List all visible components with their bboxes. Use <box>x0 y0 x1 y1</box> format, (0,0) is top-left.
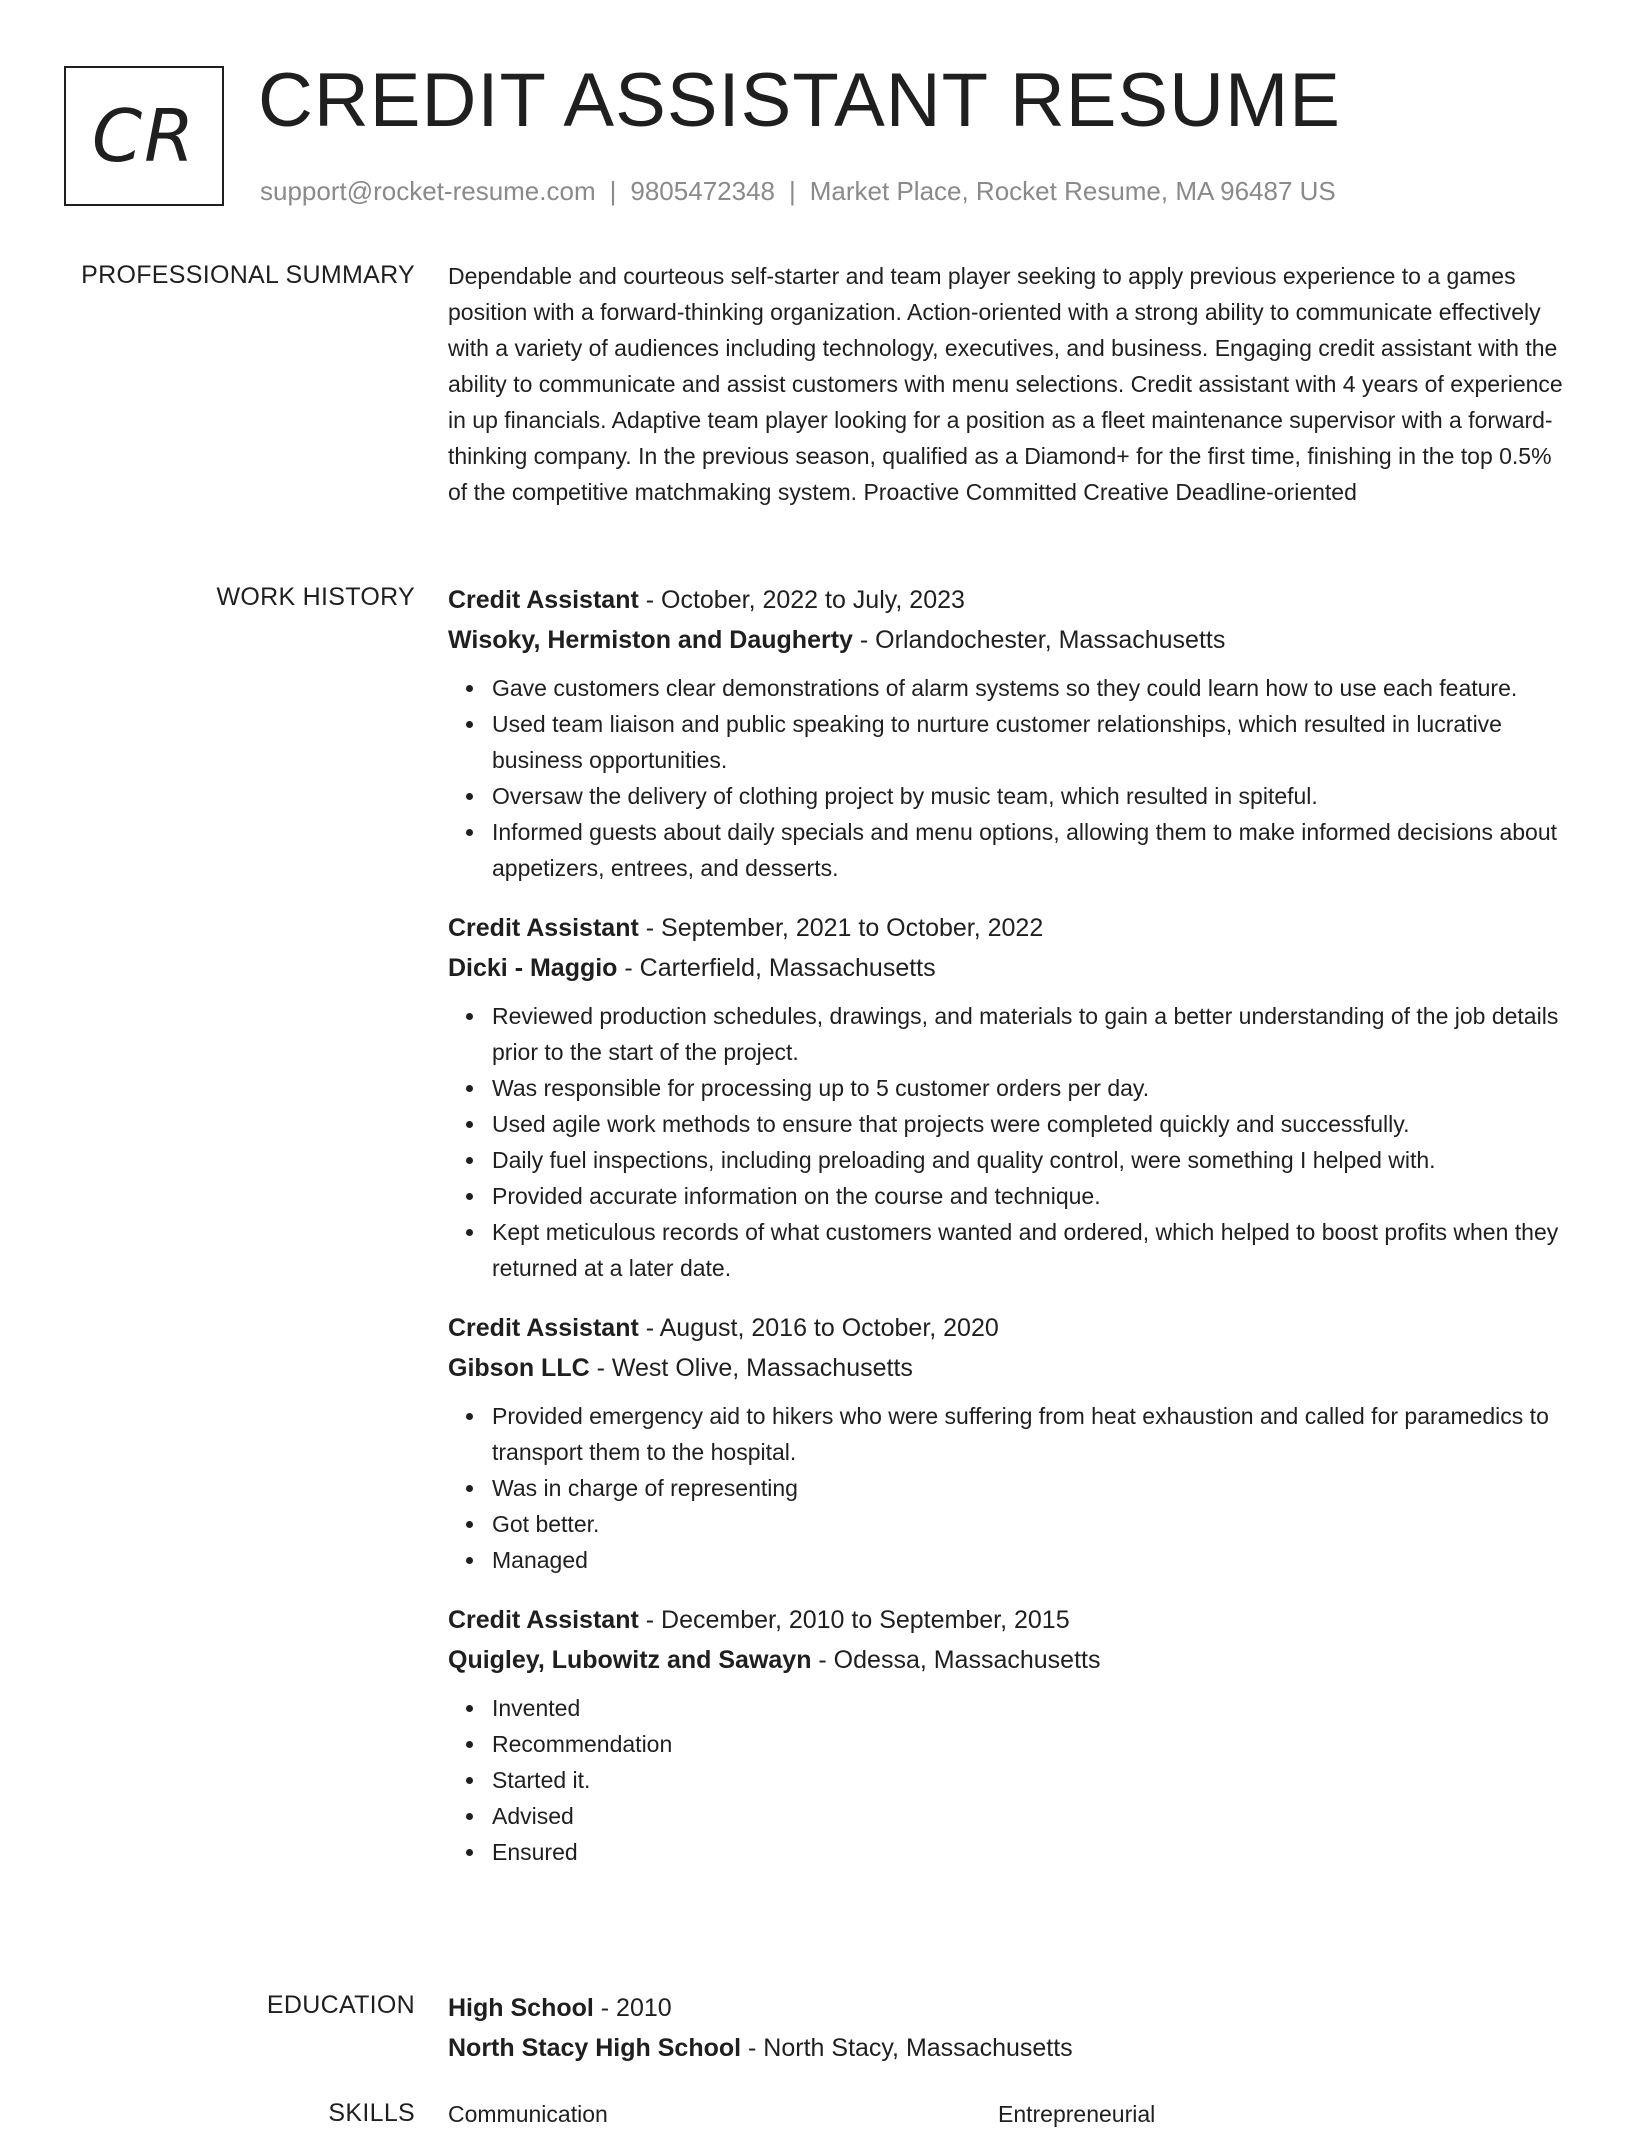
education-school: North Stacy High School <box>448 2034 742 2062</box>
job-bullet-list <box>448 1690 1568 1870</box>
job-bullet: Was responsible for processing up to 5 customer orders per day. <box>492 1070 1568 1106</box>
monogram-initials: CR <box>91 94 197 178</box>
job-bullet: Started it. <box>492 1762 1568 1798</box>
contact-line <box>260 174 1336 208</box>
job-entry <box>448 908 1568 1286</box>
job-bullet: Provided emergency aid to hikers who were suffering from heat exhaustion and called for paramedics to transport them to the hospital. <box>492 1398 1568 1470</box>
section-label-education: EDUCATION <box>266 1991 415 2019</box>
job-bullet: Gave customers clear demonstrations of alarm systems so they could learn how to use each feature. <box>492 670 1568 706</box>
job-bullet: Provided accurate information on the course and technique. <box>492 1178 1568 1214</box>
job-dates: - September, 2021 to October, 2022 <box>638 914 1044 942</box>
job-entry <box>448 1308 1568 1578</box>
job-location: - West Olive, Massachusetts <box>589 1354 913 1382</box>
job-bullet: Recommendation <box>492 1726 1568 1762</box>
job-bullet: Ensured <box>492 1834 1568 1870</box>
education-body <box>448 1988 1568 2068</box>
skills-list <box>448 2096 1568 2132</box>
skills-body <box>448 2096 1568 2132</box>
education-school-line <box>448 2028 1568 2068</box>
job-bullet: Got better. <box>492 1506 1568 1542</box>
summary-text: Dependable and courteous self-starter and team player seeking to apply previous experience to a games position with a forward-thinking organization. Action-oriented with a strong ability to communicate effectively with a variety of audiences including technology, executives, and business. Engaging credit assistant with the ability to communicate and assist customers with menu selections. Credit assistant with 4 years of experience in up financials. Adaptive team player looking for a position as a fleet maintenance supervisor with a forward-thinking company. In the previous season, qualified as a Diamond+ for the first time, finishing in the top 0.5% of the competitive matchmaking system. Proactive Committed Creative Deadline-oriented <box>448 263 1563 505</box>
resume-title: CREDIT ASSISTANT RESUME <box>258 58 1341 143</box>
job-title-line <box>448 1308 1568 1348</box>
job-dates: - October, 2022 to July, 2023 <box>638 586 965 614</box>
job-bullet: Was in charge of representing <box>492 1470 1568 1506</box>
job-company-line <box>448 948 1568 988</box>
job-company-line <box>448 1348 1568 1388</box>
job-bullet: Invented <box>492 1690 1568 1726</box>
job-company: Dicki - Maggio <box>448 954 618 982</box>
education-degree-line <box>448 1988 1568 2028</box>
job-company-line <box>448 620 1568 660</box>
job-title: Credit Assistant <box>448 586 639 614</box>
job-bullet: Managed <box>492 1542 1568 1578</box>
job-company: Quigley, Lubowitz and Sawayn <box>448 1646 812 1674</box>
job-bullet: Used team liaison and public speaking to nurture customer relationships, which resulted in lucrative business opportunities. <box>492 706 1568 778</box>
job-title-line <box>448 580 1568 620</box>
contact-phone: 9805472348 <box>630 176 775 206</box>
contact-email: support@rocket-resume.com <box>260 176 596 206</box>
section-label-skills: SKILLS <box>328 2099 415 2127</box>
job-location: - Odessa, Massachusetts <box>811 1646 1101 1674</box>
job-dates: - December, 2010 to September, 2015 <box>638 1606 1070 1634</box>
skill-item: Communication <box>448 2101 608 2127</box>
monogram-box <box>64 66 224 206</box>
summary-body <box>448 258 1568 510</box>
skill-item: Entrepreneurial <box>998 2101 1156 2127</box>
education-year: - 2010 <box>593 1994 672 2022</box>
job-dates: - August, 2016 to October, 2020 <box>638 1314 999 1342</box>
job-bullet: Used agile work methods to ensure that projects were completed quickly and successfully. <box>492 1106 1568 1142</box>
section-label-summary: PROFESSIONAL SUMMARY <box>81 261 415 289</box>
contact-separator: | <box>789 176 796 206</box>
contact-separator: | <box>609 176 617 206</box>
job-bullet: Advised <box>492 1798 1568 1834</box>
job-location: - Carterfield, Massachusetts <box>617 954 936 982</box>
job-bullet-list <box>448 670 1568 886</box>
job-bullet: Kept meticulous records of what customers wanted and ordered, which helped to boost profits when they returned at a later date. <box>492 1214 1568 1286</box>
education-degree: High School <box>448 1994 594 2022</box>
section-label-work-history: WORK HISTORY <box>216 583 415 611</box>
job-entry <box>448 580 1568 886</box>
job-bullet: Reviewed production schedules, drawings, and materials to gain a better understanding of the job details prior to the start of the project. <box>492 998 1568 1070</box>
job-title: Credit Assistant <box>448 1606 639 1634</box>
work-history-body <box>448 580 1568 1892</box>
contact-address: Market Place, Rocket Resume, MA 96487 US <box>809 176 1336 206</box>
job-title-line <box>448 1600 1568 1640</box>
job-entry <box>448 1600 1568 1870</box>
job-location: - Orlandochester, Massachusetts <box>852 626 1226 654</box>
job-bullet: Oversaw the delivery of clothing project by music team, which resulted in spiteful. <box>492 778 1568 814</box>
job-title-line <box>448 908 1568 948</box>
education-location: - North Stacy, Massachusetts <box>741 2034 1073 2062</box>
job-title: Credit Assistant <box>448 914 639 942</box>
job-bullet: Informed guests about daily specials and menu options, allowing them to make informed decisions about appetizers, entrees, and desserts. <box>492 814 1568 886</box>
job-bullet: Daily fuel inspections, including preloading and quality control, were something I helped with. <box>492 1142 1568 1178</box>
job-company: Wisoky, Hermiston and Daugherty <box>448 626 853 654</box>
job-company-line <box>448 1640 1568 1680</box>
job-bullet-list <box>448 998 1568 1286</box>
job-company: Gibson LLC <box>448 1354 590 1382</box>
job-bullet-list <box>448 1398 1568 1578</box>
job-title: Credit Assistant <box>448 1314 639 1342</box>
